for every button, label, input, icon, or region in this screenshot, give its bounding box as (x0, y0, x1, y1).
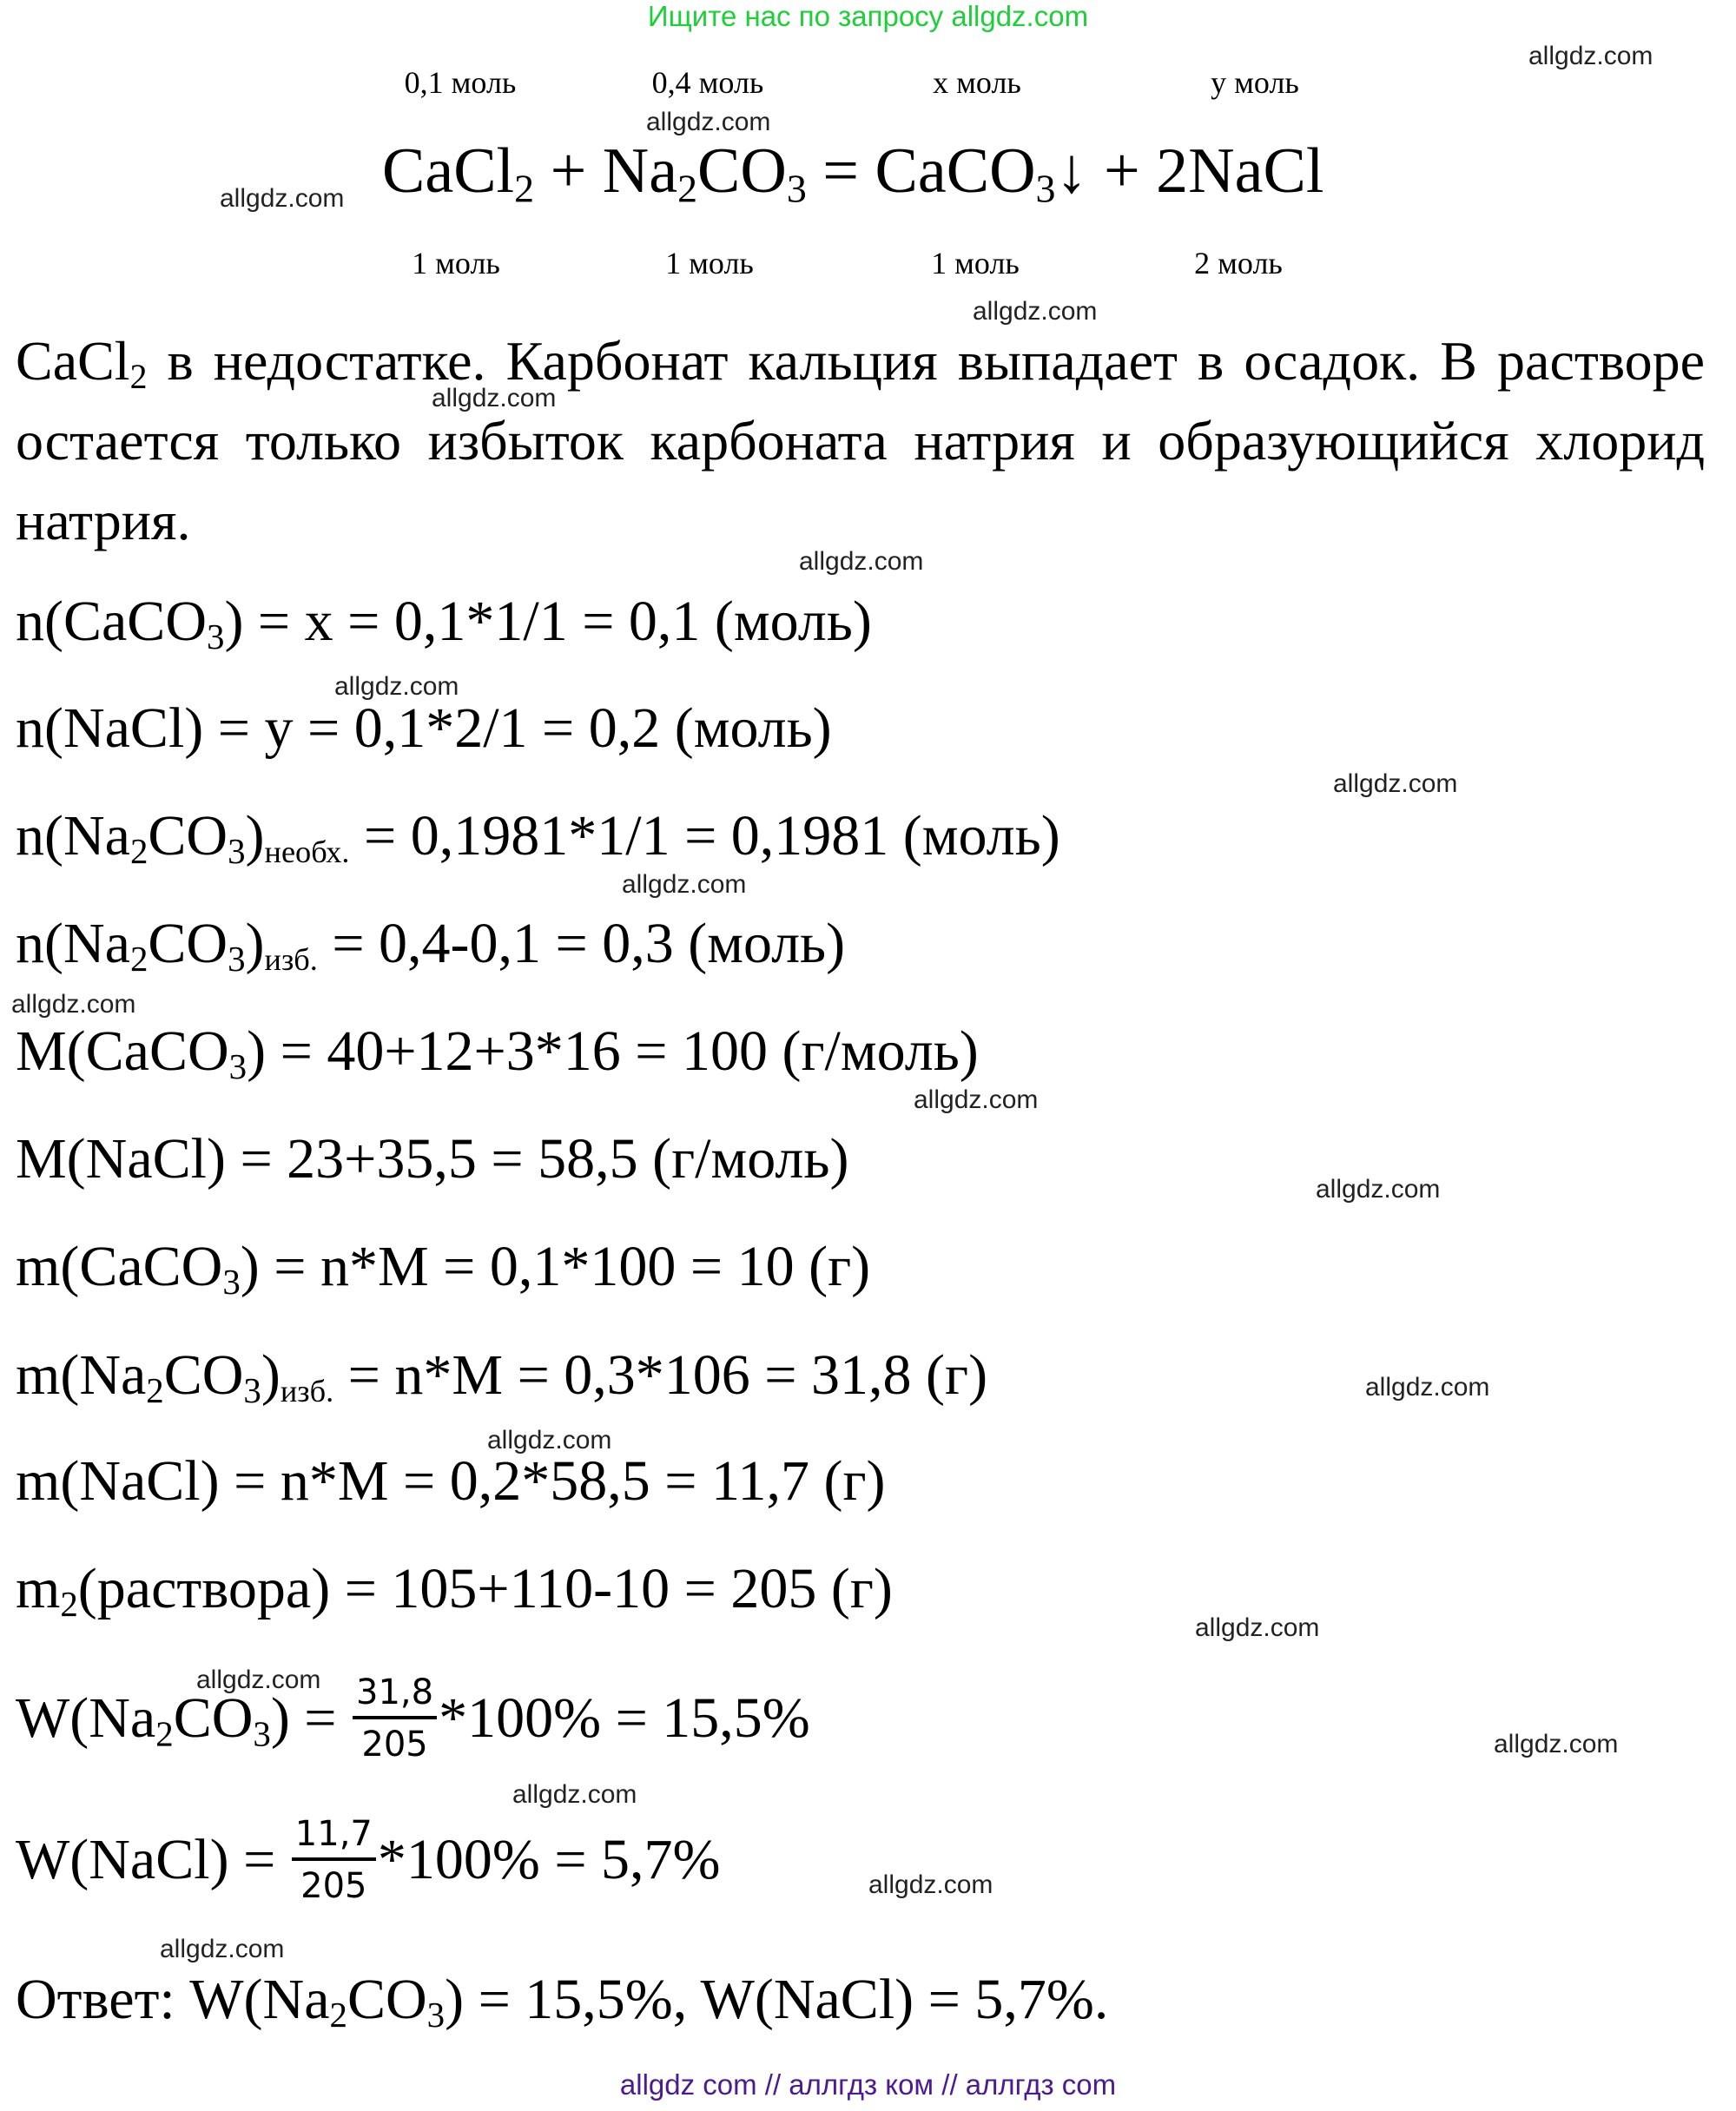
reaction-equation: CaCl$_2$ + $Na_2CO_3$ = CaCO$_3$↓ + 2NaCl (382, 135, 1324, 211)
fraction: $\frac{31,8}{205}$ (353, 1672, 437, 1765)
explanation-paragraph: CaCl$_2$ в недостатке. Карбонат кальция выпадает в осадок. В растворе остается только избыток карбоната натрия и образующийся хлорид натрия. (16, 330, 1705, 551)
calc-m-molar-caco3: M(CaCO$_3$) = 40+12+3*16 = 100 (г/моль) (16, 1019, 979, 1087)
watermark: allgdz.com (868, 1870, 993, 1899)
watermark: allgdz.com (160, 1935, 285, 1963)
calc-w-na2co3: $W(Na_2CO_3)$ = $\frac{31,8}{205}$ *100% = 15,5% (16, 1672, 810, 1765)
calc-mass-na2co3-excess: $m(Na_2CO_3)_{изб.} = n*M = 0,3*106 = 31,8$ (г) (16, 1343, 988, 1411)
calc-mass-caco3: m(CaCO$_3$) = n*M = 0,1*100 = 10 (г) (16, 1235, 871, 1303)
watermark: allgdz.com (646, 108, 771, 136)
answer-line: Ответ: $W(Na_2CO_3) = 15,5\%$, W(NaCl) = 5,7%. (16, 1968, 1109, 2035)
coef-below-na2co3: 1 моль (665, 246, 754, 280)
coef-below-nacl: 2 моль (1194, 246, 1283, 280)
footer-links[interactable]: allgdz com // аллгдз ком // аллгдз com (619, 2068, 1117, 2101)
coef-below-caco3: 1 моль (931, 246, 1020, 280)
calc-w-nacl: W(NaCl) = $\frac{11,7}{205}$ *100% = 5,7% (16, 1814, 721, 1906)
calc-m-molar-nacl: M(NaCl) = 23+35,5 = 58,5 (г/моль) (16, 1127, 849, 1191)
calc-mass-solution: $m_2(раствора) = 105+110-10 = 205$ (г) (16, 1557, 893, 1625)
watermark: allgdz.com (1365, 1373, 1490, 1402)
calc-n-na2co3-required: $n(Na_2CO_3)_{необх.} = 0,1981*1/1 = 0,1981$ (моль) (16, 804, 1060, 872)
watermark: allgdz.com (973, 297, 1098, 326)
watermark: allgdz.com (1494, 1730, 1619, 1758)
watermark: allgdz.com (334, 672, 459, 701)
calc-n-caco3: n(CaCO$_3$) = x = 0,1*1/1 = 0,1 (моль) (16, 590, 872, 657)
coef-above-na2co3: 0,4 моль (651, 65, 764, 100)
watermark: allgdz.com (220, 184, 345, 213)
coef-below-cacl2: 1 моль (412, 246, 500, 280)
watermark: allgdz.com (487, 1426, 612, 1455)
watermark: allgdz.com (1528, 42, 1653, 70)
calc-n-nacl: n(NaCl) = y = 0,1*2/1 = 0,2 (моль) (16, 696, 832, 760)
calc-n-na2co3-excess: $n(Na_2CO_3)_{изб.} = 0,4-0,1 = 0,3$ (моль) (16, 912, 846, 980)
watermark: allgdz.com (914, 1085, 1039, 1114)
watermark: allgdz.com (1316, 1175, 1441, 1204)
search-banner-link[interactable]: Ищите нас по запросу allgdz.com (647, 0, 1089, 32)
watermark: allgdz.com (512, 1780, 637, 1809)
watermark: allgdz.com (196, 1666, 321, 1694)
watermark: allgdz.com (1333, 769, 1458, 798)
coef-above-caco3: x моль (933, 65, 1021, 100)
watermark: allgdz.com (799, 547, 924, 576)
fraction: $\frac{11,7}{205}$ (292, 1814, 376, 1906)
watermark: allgdz.com (11, 990, 136, 1019)
coef-above-nacl: y моль (1211, 65, 1299, 100)
watermark: allgdz.com (432, 384, 557, 412)
watermark: allgdz.com (1195, 1613, 1320, 1642)
calc-mass-nacl: m(NaCl) = n*M = 0,2*58,5 = 11,7 (г) (16, 1449, 886, 1513)
watermark: allgdz.com (622, 870, 747, 899)
coef-above-cacl2: 0,1 моль (404, 65, 517, 100)
